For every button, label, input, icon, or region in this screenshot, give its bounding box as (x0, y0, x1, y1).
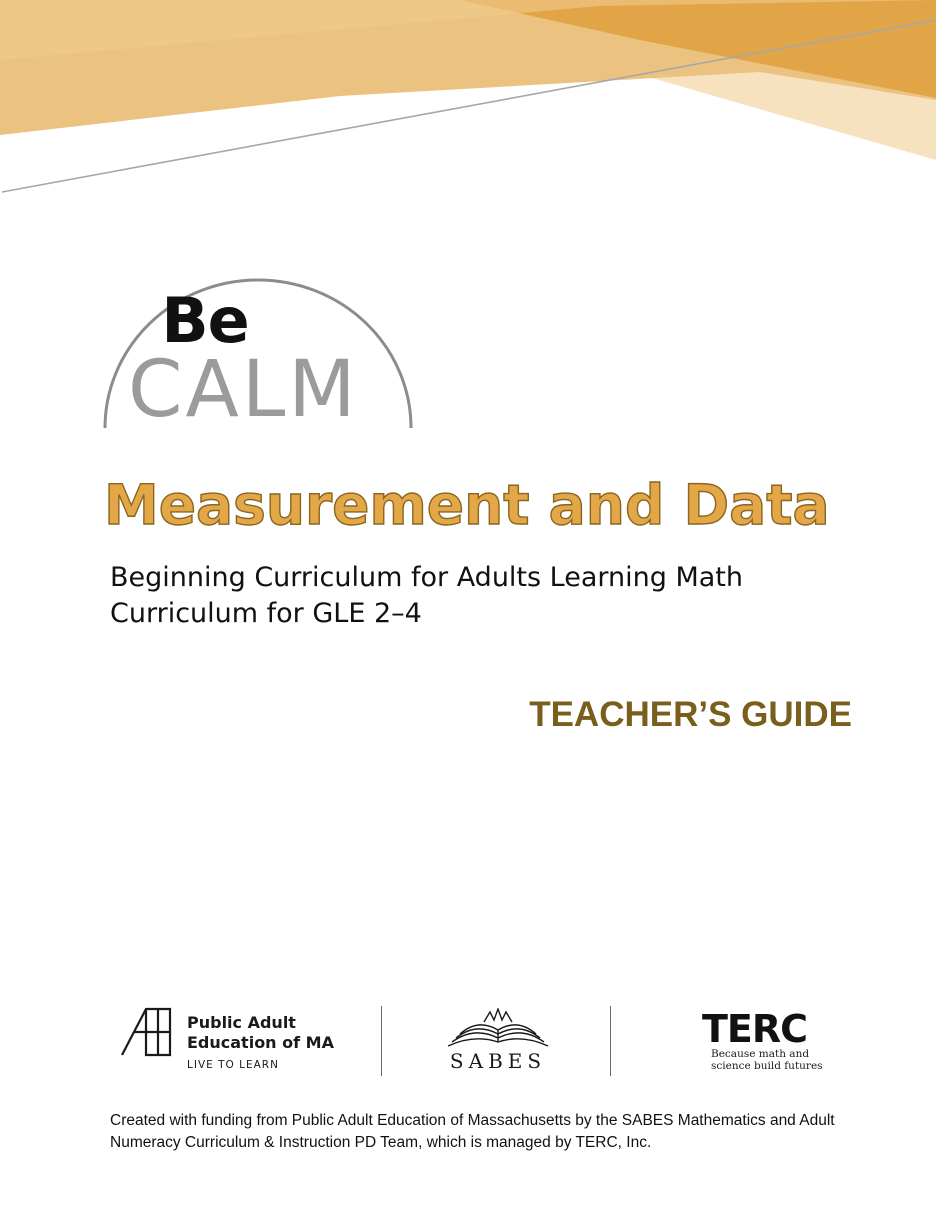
partner-divider-2 (610, 1006, 611, 1076)
decorative-banner (0, 0, 936, 210)
subtitle-line-2: Curriculum for GLE 2–4 (110, 598, 422, 629)
terc-tagline-line-2: science build futures (711, 1060, 823, 1072)
sabes-name: SABES (449, 1049, 547, 1073)
logo-be-text: Be (161, 284, 249, 357)
subtitle-line-1: Beginning Curriculum for Adults Learning Math (110, 562, 744, 593)
subtitle (110, 560, 743, 632)
pae-logo-icon (120, 1006, 172, 1058)
open-book-icon (444, 1008, 552, 1048)
funding-credit (110, 1110, 850, 1154)
terc-name: TERC (702, 1007, 808, 1051)
credit-line-2: Numeracy Curriculum & Instruction PD Team, which is managed by TERC, Inc. (110, 1134, 652, 1151)
pae-name-line-1: Public Adult (187, 1013, 296, 1032)
page-title: Measurement and Data (104, 473, 830, 537)
terc-tagline-line-1: Because math and (711, 1048, 810, 1060)
pae-tagline: LIVE TO LEARN (187, 1059, 279, 1071)
logo-calm-text: CALM (128, 345, 359, 435)
terc-tagline (711, 1048, 831, 1072)
partner-divider-1 (381, 1006, 382, 1076)
guide-label: TEACHER’S GUIDE (529, 695, 852, 734)
credit-line-1: Created with funding from Public Adult Education of Massachusetts by the SABES Mathematics and Adult (110, 1112, 835, 1129)
pae-name (187, 1013, 334, 1053)
pae-name-line-2: Education of MA (187, 1033, 334, 1052)
